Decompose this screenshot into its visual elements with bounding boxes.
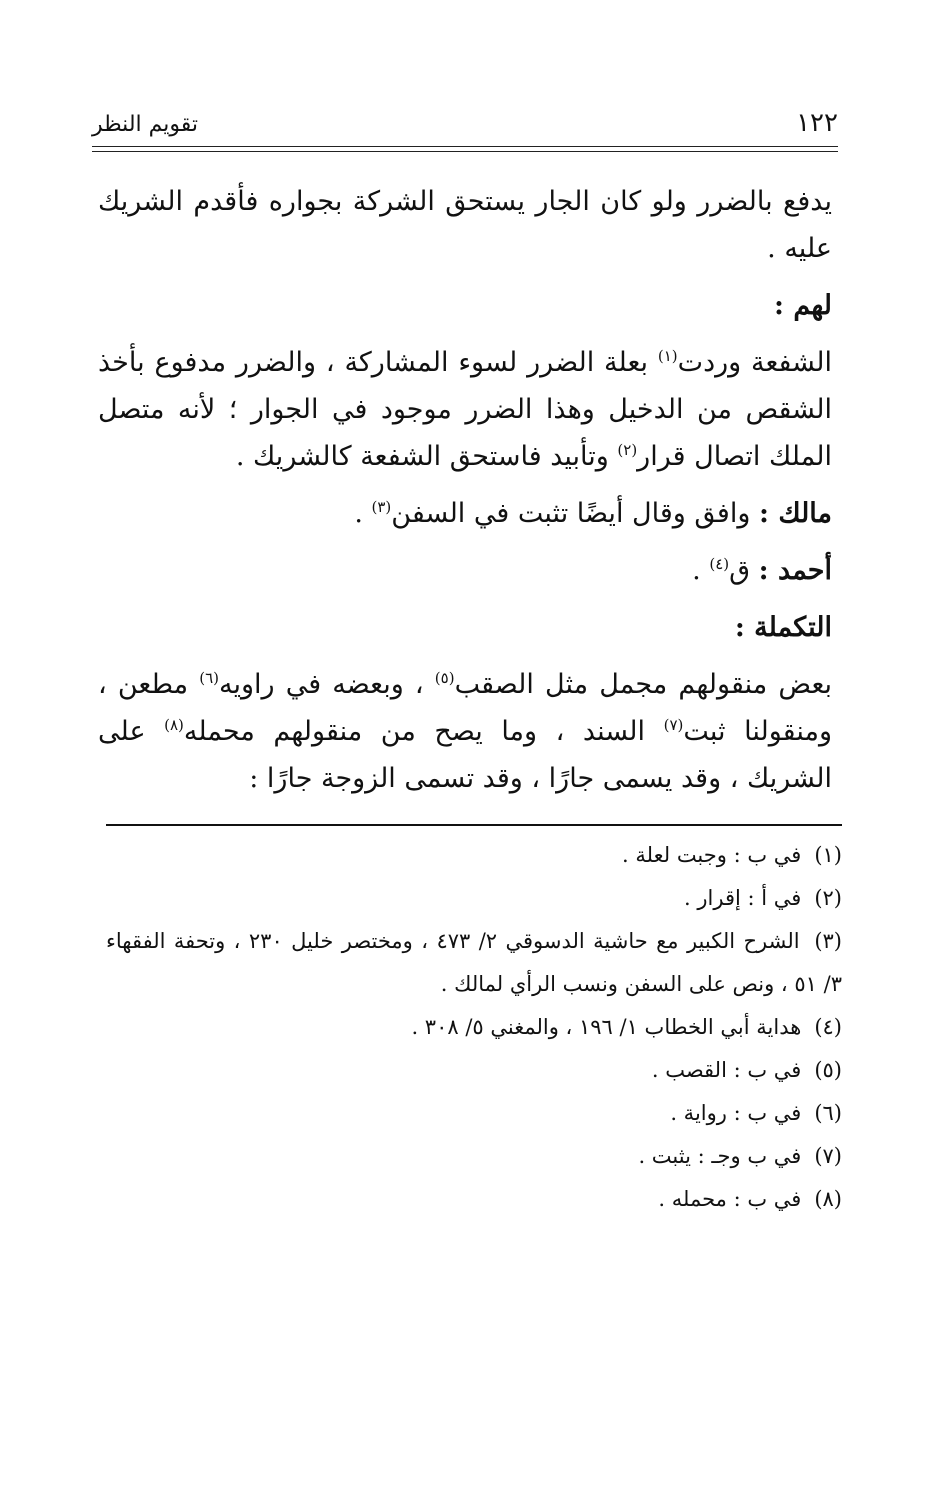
paragraph-3-part-b: ، وبعضه في راويه — [219, 669, 435, 700]
paragraph-3-part-c: مطعن ، ومنقولنا ثبت — [98, 669, 832, 747]
paragraph-2-part-a: الشفعة وردت — [677, 347, 833, 378]
footnote-number: (٢) — [814, 886, 842, 910]
footnote-item — [106, 1092, 842, 1135]
footnote-separator — [106, 824, 842, 826]
footnote-ref-7: (٧) — [663, 716, 684, 734]
footnote-number: (٣) — [814, 929, 842, 953]
footnote-item — [106, 1178, 842, 1221]
paragraph-2 — [98, 339, 832, 480]
page-number: ١٢٢ — [796, 108, 838, 138]
heading-lahum: لهم : — [773, 290, 832, 321]
footnote-number: (١) — [814, 843, 842, 867]
header-rule — [92, 146, 838, 147]
ahmad-opinion — [98, 547, 832, 594]
paragraph-3 — [98, 661, 832, 802]
paragraph-3-part-d: السند ، وما يصح من منقولهم محمله — [183, 716, 664, 747]
heading-takmila: التكملة : — [734, 612, 832, 643]
paragraph-3-part-e: على الشريك ، وقد يسمى جارًا ، وقد تسمى الزوجة جارًا : — [98, 716, 832, 794]
footnote-text: في ب : محمله . — [658, 1187, 802, 1211]
footnote-item — [106, 834, 842, 877]
footnote-number: (٥) — [814, 1058, 842, 1082]
footnote-item — [106, 1006, 842, 1049]
footnote-item — [106, 920, 842, 1006]
footnote-number: (٨) — [814, 1187, 842, 1211]
paragraph-2-part-c: وتأبيد فاستحق الشفعة كالشريك . — [235, 441, 618, 472]
malik-opinion — [98, 490, 832, 537]
footnotes-list — [106, 834, 842, 1221]
ahmad-label: أحمد : — [758, 555, 832, 586]
footnote-item — [106, 1049, 842, 1092]
footnote-ref-4: (٤) — [709, 555, 730, 573]
footnote-text: في أ : إقرار . — [684, 886, 802, 910]
footnote-ref-5: (٥) — [434, 669, 455, 687]
footnote-ref-1: (١) — [657, 347, 678, 365]
footnote-number: (٦) — [814, 1101, 842, 1125]
footnote-text: الشرح الكبير مع حاشية الدسوقي ٢/ ٤٧٣ ، ومختصر خليل ٢٣٠ ، وتحفة الفقهاء ٣/ ٥١ ، ونص على السفن ونسب الرأي لمالك . — [106, 929, 842, 996]
ahmad-end: . — [692, 555, 710, 586]
footnote-text: في ب وجـ : يثبت . — [638, 1144, 802, 1168]
header-rule-thin — [92, 151, 838, 152]
footnote-text: في ب : وجبت لعلة . — [622, 843, 802, 867]
paragraph-2-part-b: بعلة الضرر لسوء المشاركة ، والضرر مدفوع بأخذ الشقص من الدخيل وهذا الضرر موجود في الجوار ؛ لأنه متصل الملك اتصال قرار — [98, 347, 832, 472]
footnote-text: في ب : القصب . — [651, 1058, 802, 1082]
footnote-item — [106, 1135, 842, 1178]
malik-text: وافق وقال أيضًا تثبت في السفن — [391, 498, 759, 529]
footnote-text: هداية أبي الخطاب ١/ ١٩٦ ، والمغني ٥/ ٣٠٨ . — [411, 1015, 802, 1039]
paragraph-3-part-a: بعض منقولهم مجمل مثل الصقب — [454, 669, 832, 700]
footnote-item — [106, 877, 842, 920]
footnote-ref-2: (٢) — [617, 441, 638, 459]
footnote-ref-3: (٣) — [371, 498, 392, 516]
footnote-number: (٤) — [814, 1015, 842, 1039]
malik-end: . — [354, 498, 372, 529]
ahmad-text: ق — [729, 555, 759, 586]
page-header — [92, 108, 838, 144]
paragraph-1: يدفع بالضرر ولو كان الجار يستحق الشركة بجواره فأقدم الشريك عليه . — [98, 186, 832, 264]
footnote-ref-6: (٦) — [199, 669, 219, 687]
footnote-text: في ب : رواية . — [670, 1101, 802, 1125]
malik-label: مالك : — [758, 498, 832, 529]
footnote-number: (٧) — [814, 1144, 842, 1168]
running-title: تقويم النظر — [92, 112, 199, 137]
footnote-ref-8: (٨) — [164, 716, 184, 734]
main-text — [98, 178, 832, 802]
